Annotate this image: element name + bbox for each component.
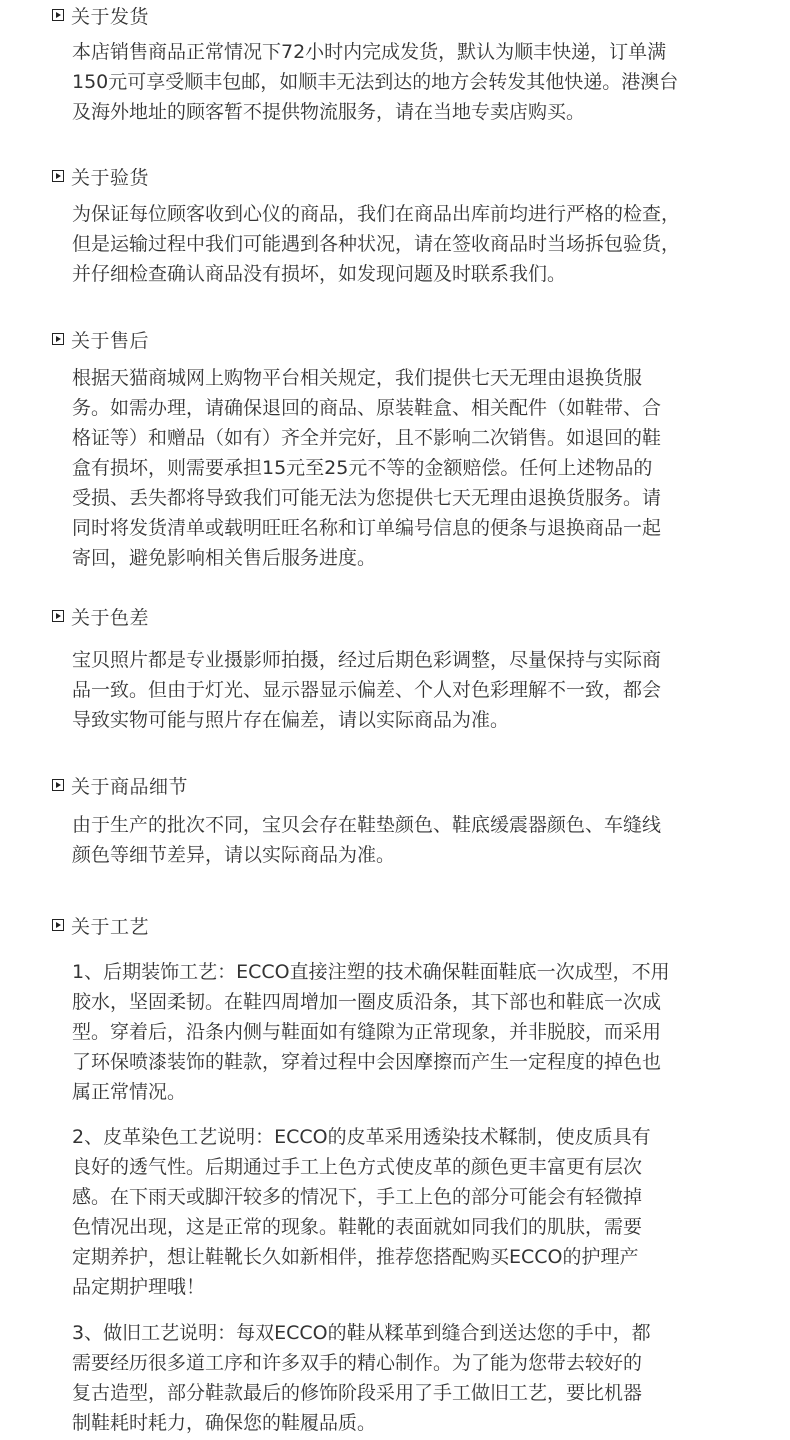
text-line: 胶水，坚固柔韧。在鞋四周增加一圈皮质沿条，其下部也和鞋底一次成 [72,991,662,1013]
bullet-arrow-icon [52,779,64,791]
section-paragraph [72,1318,744,1438]
text-line: 务。如需办理，请确保退回的商品、原装鞋盒、相关配件（如鞋带、合 [72,397,662,419]
section-heading [52,326,149,352]
text-line: 1、后期装饰工艺：ECCO直接注塑的技术确保鞋面鞋底一次成型，不用 [72,961,670,983]
text-line: 需要经历很多道工序和许多双手的精心制作。为了能为您带去较好的 [72,1352,643,1374]
text-line: 及海外地址的顾客暂不提供物流服务，请在当地专卖店购买。 [72,101,586,123]
text-line: 但是运输过程中我们可能遇到各种状况，请在签收商品时当场拆包验货， [72,233,681,255]
bullet-arrow-icon [52,333,64,345]
text-line: 品一致。但由于灯光、显示器显示偏差、个人对色彩理解不一致，都会 [72,679,662,701]
section-title: 关于发货 [71,5,150,28]
text-line: 型。穿着后，沿条内侧与鞋面如有缝隙为正常现象，并非脱胶，而采用 [72,1021,662,1043]
text-line: 良好的透气性。后期通过手工上色方式使皮革的颜色更丰富更有层次 [72,1156,643,1178]
text-line: 2、皮革染色工艺说明：ECCO的皮革采用透染技术鞣制，使皮质具有 [72,1126,651,1148]
text-line: 宝贝照片都是专业摄影师拍摄，经过后期色彩调整，尽量保持与实际商 [72,649,662,671]
text-line: 制鞋耗时耗力，确保您的鞋履品质。 [72,1412,377,1434]
section-paragraph [72,810,744,870]
text-line: 复古造型，部分鞋款最后的修饰阶段采用了手工做旧工艺，要比机器 [72,1382,643,1404]
section-heading [52,2,149,28]
text-line: 并仔细检查确认商品没有损坏，如发现问题及时联系我们。 [72,263,567,285]
section-paragraph [72,1122,744,1302]
section-heading [52,912,149,938]
section-title: 关于工艺 [71,915,150,938]
section-paragraph [72,957,744,1107]
section-paragraph [72,199,744,289]
section-heading [52,163,149,189]
text-line: 导致实物可能与照片存在偏差，请以实际商品为准。 [72,709,510,731]
text-line: 同时将发货清单或载明旺旺名称和订单编号信息的便条与退换商品一起 [72,517,662,539]
section-title: 关于色差 [71,606,150,629]
text-line: 受损、丢失都将导致我们可能无法为您提供七天无理由退换货服务。请 [72,487,662,509]
text-line: 定期养护，想让鞋靴长久如新相伴，推荐您搭配购买ECCO的护理产 [72,1246,639,1268]
section-paragraph [72,645,744,735]
section-heading [52,772,188,798]
text-line: 了环保喷漆装饰的鞋款，穿着过程中会因摩擦而产生一定程度的掉色也 [72,1051,662,1073]
section-paragraph [72,37,744,127]
bullet-arrow-icon [52,919,64,931]
section-paragraph [72,363,744,573]
bullet-arrow-icon [52,610,64,622]
section-heading [52,603,149,629]
bullet-arrow-icon [52,9,64,21]
section-title: 关于验货 [71,166,150,189]
text-line: 寄回，避免影响相关售后服务进度。 [72,547,377,569]
text-line: 品定期护理哦！ [72,1276,206,1298]
text-line: 为保证每位顾客收到心仪的商品，我们在商品出库前均进行严格的检查， [72,203,681,225]
text-line: 由于生产的批次不同，宝贝会存在鞋垫颜色、鞋底缓震器颜色、车缝线 [72,814,662,836]
bullet-arrow-icon [52,170,64,182]
text-line: 格证等）和赠品（如有）齐全并完好，且不影响二次销售。如退回的鞋 [72,427,662,449]
text-line: 150元可享受顺丰包邮，如顺丰无法到达的地方会转发其他快递。港澳台 [72,71,679,93]
text-line: 本店销售商品正常情况下72小时内完成发货，默认为顺丰快递，订单满 [72,41,667,63]
text-line: 属正常情况。 [72,1081,187,1103]
text-line: 色情况出现，这是正常的现象。鞋靴的表面就如同我们的肌肤，需要 [72,1216,643,1238]
text-line: 3、做旧工艺说明：每双ECCO的鞋从糅革到缝合到送达您的手中，都 [72,1322,651,1344]
text-line: 颜色等细节差异，请以实际商品为准。 [72,844,396,866]
text-line: 盒有损坏，则需要承担15元至25元不等的金额赔偿。任何上述物品的 [72,457,653,479]
section-title: 关于售后 [71,329,150,352]
text-line: 感。在下雨天或脚汗较多的情况下，手工上色的部分可能会有轻微掉 [72,1186,643,1208]
text-line: 根据天猫商城网上购物平台相关规定，我们提供七天无理由退换货服 [72,367,643,389]
section-title: 关于商品细节 [71,775,189,798]
